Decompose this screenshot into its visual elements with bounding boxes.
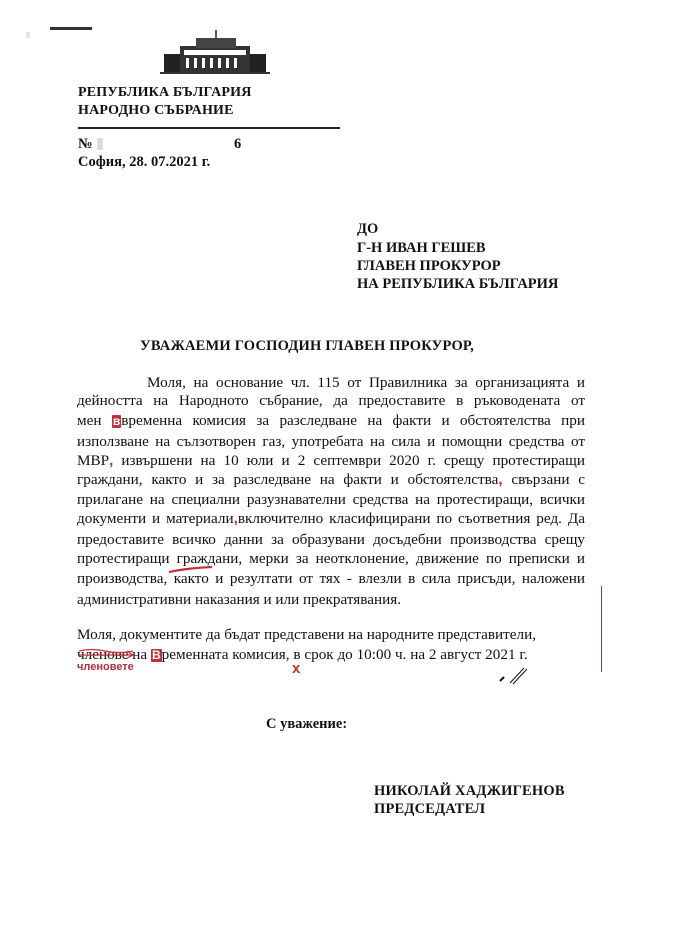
body-line: административни наказания и или прекратявания. <box>77 591 402 608</box>
annotation-inserted-word: членовете <box>77 661 134 673</box>
body-line: Моля, документите да бъдат представени на народните представители, <box>77 626 537 643</box>
reference-number: 6 <box>234 136 242 152</box>
body-line: производства, както и резултати от тях - влезли в сила присъди, наложени <box>77 570 585 587</box>
signatory-name: НИКОЛАЙ ХАДЖИГЕНОВ <box>374 783 565 799</box>
annotation-red-letter: В <box>151 648 161 662</box>
scan-artifact-dot <box>26 32 30 38</box>
body-line: документи и материали,включително класифицирани по съответния ред. Да <box>77 510 585 527</box>
annotation-arrow-icon <box>77 648 137 658</box>
body-line: протестиращи граждани, мерки за неотклонение, движение по преписки и <box>77 550 585 567</box>
addressee-line: ГЛАВЕН ПРОКУРОР <box>357 258 501 274</box>
document-date: София, 28. 07.2021 г. <box>78 154 211 170</box>
header-divider <box>78 127 340 129</box>
body-line: граждани, както и за разследване на факти и обстоятелства, свързани с <box>77 471 586 488</box>
scan-artifact <box>50 27 92 30</box>
org-name-line-2: НАРОДНО СЪБРАНИЕ <box>78 103 234 118</box>
body-line: членове на Временната комисия, в срок до 10:00 ч. на 2 август 2021 г. <box>77 646 528 663</box>
salutation: УВАЖАЕМИ ГОСПОДИН ГЛАВЕН ПРОКУРОР, <box>140 338 474 354</box>
annotation-underline <box>168 566 213 574</box>
signatory-title: ПРЕДСЕДАТЕЛ <box>374 801 486 817</box>
closing-phrase: С уважение: <box>266 716 348 732</box>
addressee-line: ДО <box>357 221 379 237</box>
body-line: мен ввременна комисия за разследване на факти и обстоятелства при <box>77 412 585 429</box>
parliament-building-icon <box>160 30 270 76</box>
annotation-red-letter: в <box>112 414 121 428</box>
annotation-red-comma: , <box>233 510 238 527</box>
body-line: дейността на Народното събрание, да предоставите в ръководената от <box>77 392 585 409</box>
addressee-line: НА РЕПУБЛИКА БЪЛГАРИЯ <box>357 276 559 292</box>
body-line: използване на сълзотворен газ, употребата на сила и помощни средства от <box>77 433 585 450</box>
body-line: Моля, на основание чл. 115 от Правилника за организацията и <box>147 374 585 391</box>
handwritten-slash-mark <box>498 665 528 685</box>
annotation-strike-mark: x <box>292 660 301 677</box>
addressee-line: Г-Н ИВАН ГЕШЕВ <box>357 240 486 256</box>
annotation-red-comma: , <box>498 471 503 488</box>
redacted-reference <box>97 138 103 150</box>
margin-annotation-line <box>601 586 602 672</box>
reference-label: № <box>78 136 93 152</box>
body-line: предоставите всичко данни за образувани досъдебни производства срещу <box>77 531 585 548</box>
annotation-red-comma: , <box>109 452 114 469</box>
body-line: прилагане на специални разузнавателни средства на протестиращи, всички <box>77 491 585 508</box>
body-line: МВР, извършени на 10 юли и 2 септември 2020 г. срещу протестиращи <box>77 452 585 469</box>
org-name-line-1: РЕПУБЛИКА БЪЛГАРИЯ <box>78 85 252 100</box>
